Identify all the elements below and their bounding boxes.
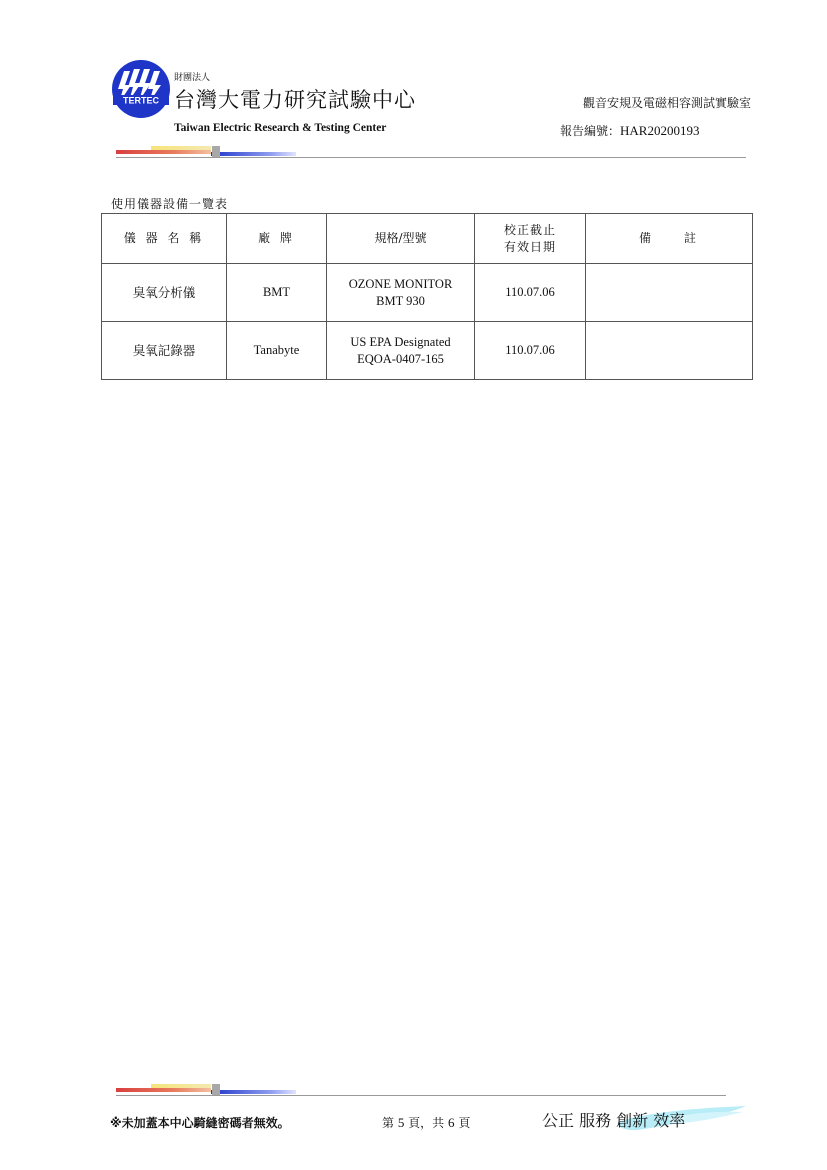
header-brand: 廠 牌	[227, 214, 327, 264]
org-type-label: 財團法人	[174, 73, 211, 83]
cell-model	[327, 322, 475, 380]
table-row	[102, 264, 753, 322]
cell-remarks	[586, 264, 753, 322]
header-calibration-line1: 校正截止	[503, 222, 556, 237]
logo-text: TERTEC	[123, 95, 159, 106]
cell-instrument-name: 臭氧分析儀	[102, 264, 227, 322]
cell-model-line1: US EPA Designated	[350, 334, 451, 349]
cell-model-line1: OZONE MONITOR	[348, 276, 453, 291]
tertec-logo	[110, 59, 172, 119]
report-number	[560, 122, 699, 139]
org-name-english: Taiwan Electric Research & Testing Center	[174, 122, 387, 134]
header-decorative-bar	[116, 146, 746, 158]
report-number-label: 報告編號：	[560, 124, 621, 138]
cell-remarks	[586, 322, 753, 380]
page-prefix: 第	[382, 1116, 395, 1130]
cell-model-line2: BMT 930	[376, 293, 425, 308]
cell-instrument-name: 臭氧記錄器	[102, 322, 227, 380]
cell-brand: Tanabyte	[227, 322, 327, 380]
page-suffix: 頁	[458, 1116, 471, 1130]
page-total: 6	[448, 1115, 455, 1130]
header-calibration-expiry	[475, 214, 586, 264]
header-calibration-line2: 有效日期	[503, 239, 556, 254]
page-mid: 頁，共	[408, 1116, 445, 1130]
lab-name: 觀音安規及電磁相容測試實驗室	[582, 96, 751, 110]
header-instrument-name: 儀 器 名 稱	[102, 214, 227, 264]
page-number	[382, 1114, 470, 1131]
page-current: 5	[397, 1115, 405, 1130]
org-name: 台灣大電力研究試驗中心	[174, 88, 416, 112]
header-remarks: 備 註	[586, 214, 753, 264]
cell-model	[327, 264, 475, 322]
report-number-value: HAR20200193	[620, 123, 700, 138]
cell-calibration-date: 110.07.06	[475, 322, 586, 380]
equipment-table	[101, 213, 753, 380]
section-title: 使用儀器設備一覽表	[111, 197, 229, 211]
motto: 公正 服務 創新 效率	[542, 1111, 686, 1130]
cell-calibration-date: 110.07.06	[475, 264, 586, 322]
table-row	[102, 322, 753, 380]
footer-decorative-bar	[116, 1084, 726, 1096]
footer-validity-note: ※未加蓋本中心騎縫密碼者無效。	[110, 1116, 290, 1130]
cell-model-line2: EQOA-0407-165	[357, 351, 444, 366]
cell-brand: BMT	[227, 264, 327, 322]
header-model: 規格/型號	[327, 214, 475, 264]
table-header-row	[102, 214, 753, 264]
